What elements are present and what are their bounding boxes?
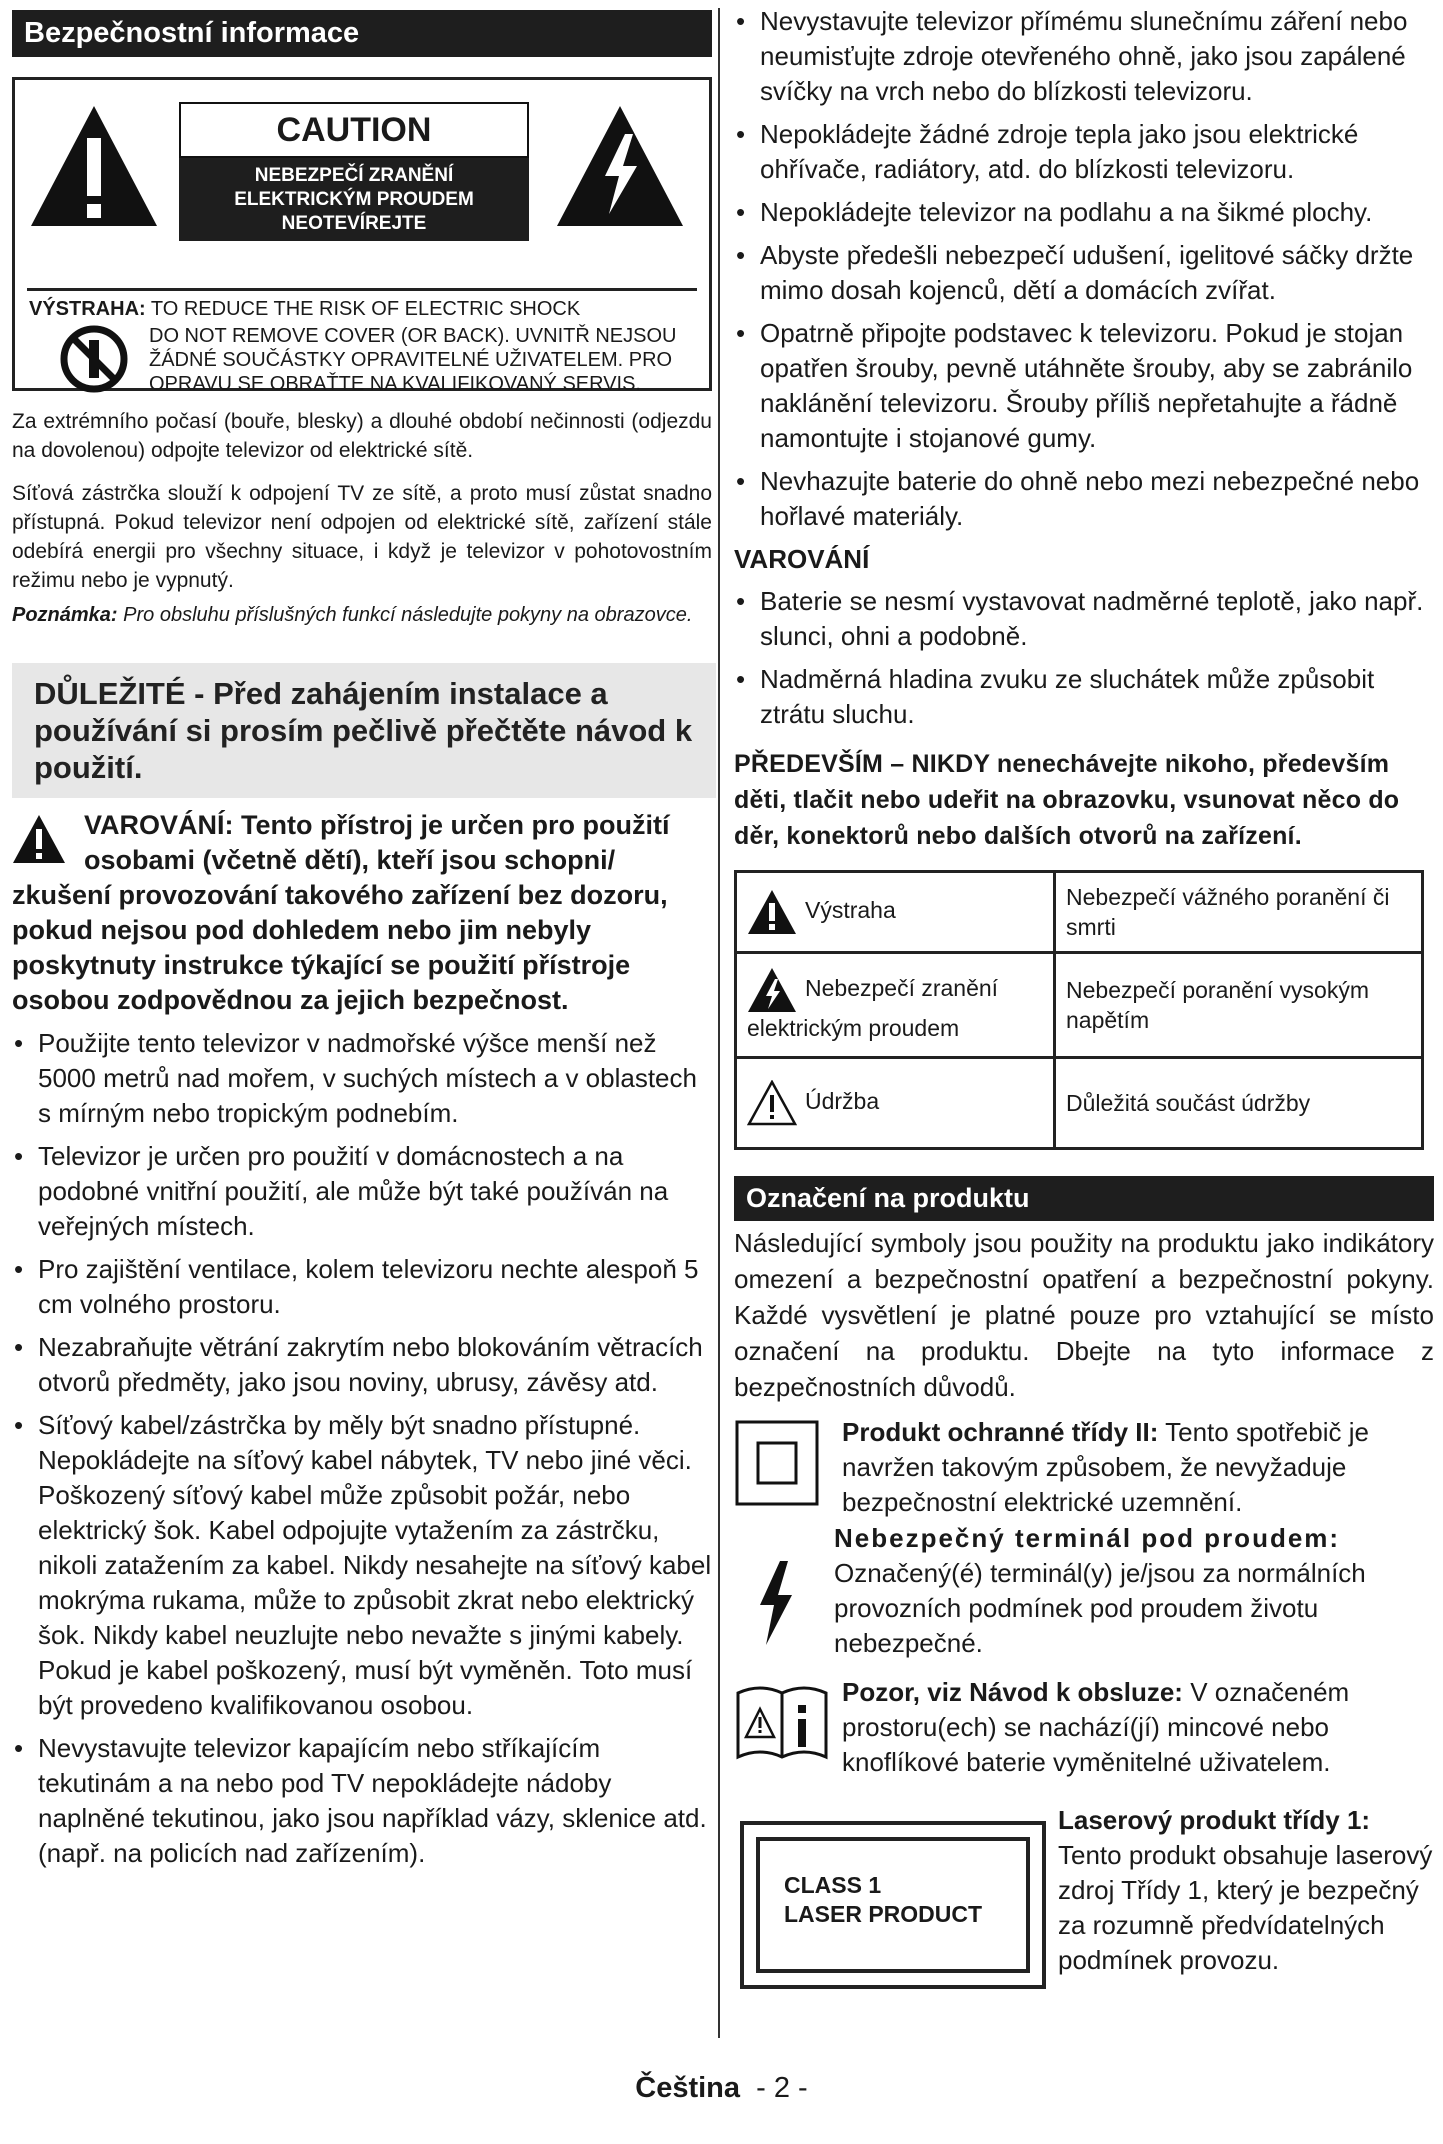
caution-label — [12, 77, 712, 395]
list-item: • Pro zajištění ventilace, kolem televizoru nechte alespoň 5 cm volného prostoru. — [12, 1252, 712, 1322]
table-label: Nebezpečí zranění elektrickým proudem — [747, 975, 999, 1041]
list-item: • Televizor je určen pro použití v domácnostech a na podobné vnitřní použití, ale může být také používán na veřejných místech. — [12, 1139, 712, 1244]
product-marks-paragraph: Následující symboly jsou použity na produktu jako indikátory omezení a bezpečnostní opatření a bezpečnostní pokyny. Každé vysvětlení je platné pouze pro vztahující se místo označení na produktu. Dbejte na tyto informace z bezpečnostních důvodů. — [734, 1228, 1434, 1402]
mark-text — [834, 1521, 1434, 1661]
list-item: • Abyste předešli nebezpečí udušení, igelitové sáčky držte mimo dosah kojenců, dětí a domácích zvířat. — [734, 238, 1434, 308]
class-ii-mark — [734, 1415, 1434, 1517]
list-item: • Nepokládejte televizor na podlahu a na šikmé plochy. — [734, 195, 1434, 230]
symbol-table — [734, 870, 1424, 1150]
mark-description: Tento produkt obsahuje laserový zdroj Třídy 1, který je bezpečný za rozumně předvídatelných podmínek provozu. — [1058, 1840, 1433, 1975]
lightning-triangle-icon — [555, 104, 685, 228]
table-row — [736, 872, 1423, 953]
warning-triangle-icon — [12, 814, 66, 864]
double-square-icon — [734, 1419, 820, 1507]
mark-text — [1058, 1803, 1434, 1978]
paragraph: Síťová zástrčka slouží k odpojení TV ze sítě, a proto musí zůstat snadno přístupná. Pokud televizor není odpojen od elektrické sítě, zařízení stále odebírá energii pro všechny situace, i když je televizor v pohotovostním režimu nebo je vypnutý. — [12, 482, 712, 592]
table-cell — [736, 872, 1055, 953]
caution-subtitle — [179, 158, 529, 241]
laser-product-label — [740, 1821, 1046, 1989]
left-bullet-list — [12, 1026, 712, 1871]
see-manual-mark — [734, 1675, 1434, 1795]
table-cell — [736, 1058, 1055, 1149]
caution-title: CAUTION — [179, 102, 529, 158]
mark-title: Nebezpečný terminál pod proudem: — [834, 1523, 1341, 1553]
table-cell: Důležitá součást údržby — [1055, 1058, 1423, 1149]
list-item: • Nadměrná hladina zvuku ze sluchátek může způsobit ztrátu sluchu. — [734, 662, 1434, 732]
mark-description: V označeném prostoru(ech) se nachází(jí) mincové nebo knoflíkové baterie vyměnitelné uživatelem. — [842, 1677, 1350, 1777]
right-bullet-list — [734, 4, 1434, 534]
never-warning: PŘEDEVŠÍM – NIKDY nenechávejte nikoho, především děti, tlačit nebo udeřit na obrazovku, vsunovat něco do děr, konektorů nebo dalších otvorů na zařízení. — [734, 750, 1400, 850]
warning-block — [12, 808, 712, 1018]
caution-warning-rest: DO NOT REMOVE COVER (OR BACK). UVNITŘ NEJSOU ŽÁDNÉ SOUČÁSTKY OPRAVITELNÉ UŽIVATELEM. PRO OPRAVU SE OBRAŤTE NA KVALIFIKOVANÝ SERVIS. — [149, 325, 677, 395]
caution-subtitle-line: ELEKTRICKÝM PROUDEM — [234, 189, 474, 210]
mark-text — [842, 1415, 1434, 1520]
list-item: • Nepokládejte žádné zdroje tepla jako jsou elektrické ohřívače, radiátory, atd. do blízkosti televizoru. — [734, 117, 1434, 187]
laser-label-line: LASER PRODUCT — [784, 1901, 983, 1927]
paragraph: Za extrémního počasí (bouře, blesky) a dlouhé období nečinnosti (odjezdu na dovolenou) odpojte televizor od elektrické sítě. — [12, 410, 712, 462]
warning-first-line: VAROVÁNÍ: Tento přístroj je určen pro použití osobami (včetně dětí), kteří jsou schopni/ — [84, 810, 670, 875]
caution-divider — [27, 288, 697, 291]
list-item: • Použijte tento televizor v nadmořské výšce menší než 5000 metrů nad mořem, v suchých místech a v oblastech s mírným nebo tropickým podnebím. — [12, 1026, 712, 1131]
table-row — [736, 953, 1423, 1058]
varovani-bullet-list — [734, 584, 1434, 732]
left-column — [12, 0, 712, 1879]
page-number: - 2 - — [756, 2072, 808, 2104]
laser-label-line: CLASS 1 — [784, 1872, 882, 1898]
safety-header: Bezpečnostní informace — [12, 10, 712, 57]
caution-warning-first-line — [29, 296, 709, 322]
lightning-bolt-icon — [754, 1561, 798, 1645]
lightning-triangle-icon — [747, 967, 797, 1013]
note-text: Pro obsluhu příslušných funkcí následujte pokyny na obrazovce. — [123, 604, 693, 626]
table-cell: Nebezpečí vážného poranění či smrti — [1055, 872, 1423, 953]
warning-rest: zkušení provozování takového zařízení bez dozoru, pokud nejsou pod dohledem nebo jim nebyly poskytnuty instrukce týkající se použití přístroje osobou zodpovědnou za jejich bezpečnost. — [12, 880, 668, 1015]
table-label: Výstraha — [805, 897, 896, 924]
list-item: • Síťový kabel/zástrčka by měly být snadno přístupné. Nepokládejte na síťový kabel nábytek, TV nebo jiné věci. Poškozený síťový kabel může způsobit požár, nebo elektrický šok. Kabel odpojujte vytažením za zástrčku, nikoli zatažením za kabel. Nikdy nesahejte na síťový kabel mokrýma rukama, může to způsobit zkrat nebo elektrický šok. Nikdy kabel neuzlujte nebo nevažte s jinými kabely. Pokud je kabel poškozený, musí být vyměněn. Toto musí být provedeno kvalifikovanou osobou. — [12, 1408, 712, 1723]
list-item: • Nevhazujte baterie do ohně nebo mezi nebezpečné nebo hořlavé materiály. — [734, 464, 1434, 534]
table-label: Údržba — [805, 1088, 880, 1115]
list-item: • Nevystavujte televizor přímému slunečnímu záření nebo neumisťujte zdroje otevřeného ohně, jako jsou zapálené svíčky na vrch nebo do blízkosti televizoru. — [734, 4, 1434, 109]
caution-warning-label: VÝSTRAHA: — [29, 298, 146, 320]
laser-mark — [734, 1803, 1434, 2003]
important-box: DŮLEŽITÉ - Před zahájením instalace a používání si prosím pečlivě přečtěte návod k použití. — [12, 663, 716, 798]
column-divider — [718, 8, 720, 2038]
right-column — [734, 0, 1434, 2003]
mark-title: Laserový produkt třídy 1: — [1058, 1805, 1371, 1835]
table-cell: Nebezpečí poranění vysokým napětím — [1055, 953, 1423, 1058]
list-item: • Opatrně připojte podstavec k televizoru. Pokud je stojan opatřen šrouby, pevně utáhněte šrouby, aby se zabránilo naklánění televizoru. Šrouby příliš nepřetahujte a řádně namontujte i stojanové gumy. — [734, 316, 1434, 456]
list-item: • Nevystavujte televizor kapajícím nebo stříkajícím tekutinám a na nebo pod TV nepokládejte nádoby naplněné tekutinou, jako jsou například vázy, sklenice atd. (např. na policích nad zařízením). — [12, 1731, 712, 1871]
page-footer — [0, 2072, 1443, 2105]
caution-center — [179, 102, 529, 241]
laser-label-inner — [756, 1837, 1030, 1973]
warning-triangle-icon — [747, 889, 797, 935]
mark-description: Tento spotřebič je navržen takovým způsobem, že nevyžaduje bezpečnostní elektrické uzemnění. — [842, 1417, 1369, 1517]
maintenance-triangle-icon — [747, 1080, 797, 1126]
list-item: • Baterie se nesmí vystavovat nadměrné teplotě, jako např. slunci, ohni a podobně. — [734, 584, 1434, 654]
no-tools-icon — [59, 324, 129, 394]
note — [12, 601, 712, 629]
list-item: • Nezabraňujte větrání zakrytím nebo blokováním větracích otvorů předměty, jako jsou noviny, ubrusy, závěsy atd. — [12, 1330, 712, 1400]
live-terminal-mark — [734, 1521, 1434, 1671]
note-label: Poznámka: — [12, 604, 118, 626]
manual-book-icon — [734, 1679, 830, 1763]
table-cell — [736, 953, 1055, 1058]
caution-subtitle-line: NEBEZPEČÍ ZRANĚNÍ — [254, 165, 454, 186]
varovani-title: VAROVÁNÍ — [734, 544, 870, 574]
footer-language: Čeština — [635, 2072, 741, 2104]
caution-subtitle-line: NEOTEVÍREJTE — [281, 213, 427, 234]
mark-title: Produkt ochranné třídy II: — [842, 1417, 1159, 1447]
mark-description: Označený(é) terminál(y) je/jsou za normálních provozních podmínek pod proudem životu nebezpečné. — [834, 1558, 1366, 1658]
table-row — [736, 1058, 1423, 1149]
mark-text — [842, 1675, 1434, 1780]
caution-warning-text: TO REDUCE THE RISK OF ELECTRIC SHOCK — [150, 298, 581, 320]
exclamation-triangle-icon — [29, 104, 159, 228]
mark-title: Pozor, viz Návod k obsluze: — [842, 1677, 1183, 1707]
product-marks-header: Označení na produktu — [734, 1176, 1434, 1221]
